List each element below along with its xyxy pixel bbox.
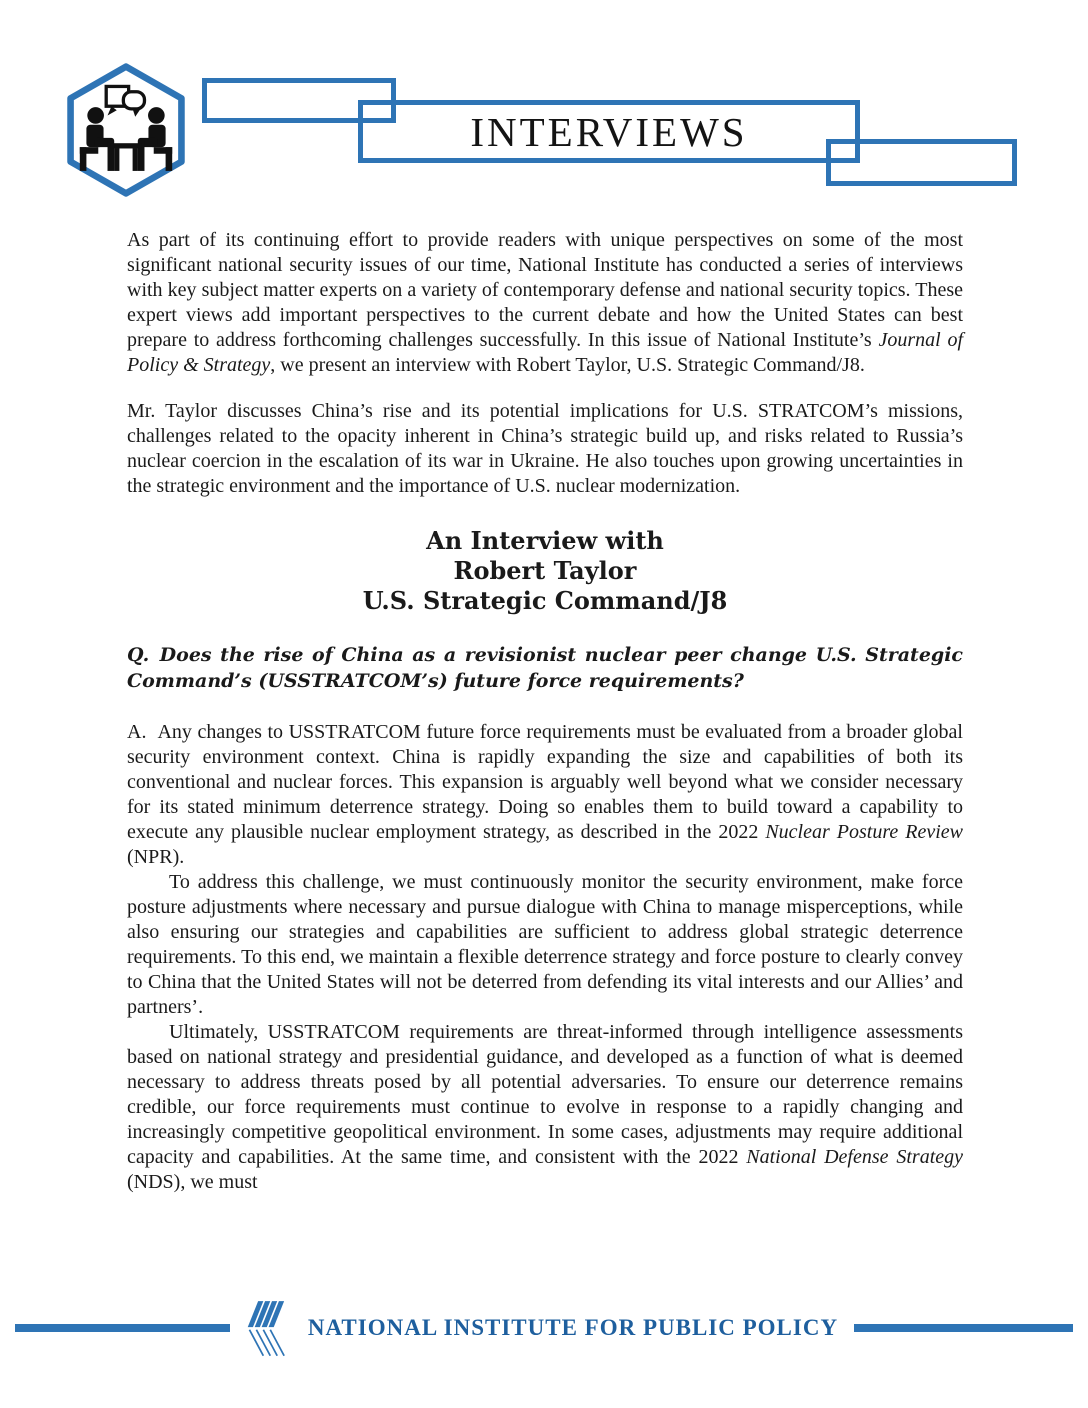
header-decoration-box-right <box>826 139 1017 186</box>
intro-p1-text-end: , we present an interview with Robert Taylor, U.S. Strategic Command/J8. <box>270 354 865 376</box>
question-paragraph <box>127 642 963 694</box>
heading-line-1: An Interview with <box>426 526 664 555</box>
footer-org-name: NATIONAL INSTITUTE FOR PUBLIC POLICY <box>307 1315 839 1340</box>
interview-discussion-icon <box>60 62 192 198</box>
answer-paragraph-1 <box>127 720 963 870</box>
heading-line-3: U.S. Strategic Command/J8 <box>362 586 728 615</box>
answer-label: A. <box>127 721 147 743</box>
answer-p1-text: Any changes to USSTRATCOM future force requirements must be evaluated from a broader global security environment context. China is rapidly expanding the size and capabilities of both its conventional and nuclear forces. This expansion is arguably well beyond what we consider necessary for its stated minimum deterrence strategy. Doing so enables them to build toward a capability to execute any plausible nuclear employment strategy, as described in the 2022 <box>127 721 963 843</box>
page-title: INTERVIEWS <box>470 108 748 155</box>
footer-rule-right <box>854 1324 1073 1332</box>
answer-p3-text-end: (NDS), we must <box>127 1171 258 1193</box>
answer-p1-text-end: (NPR). <box>127 846 185 868</box>
heading-line-2: Robert Taylor <box>453 556 637 585</box>
intro-paragraph-1 <box>127 228 963 378</box>
answer-paragraph-3 <box>127 1020 963 1195</box>
answer-p3-text: Ultimately, USSTRATCOM requirements are threat-informed through intelligence assessments based on national strategy and presidential guidance, and developed as a function of what is deemed necessary to address threats posed by all potential adversaries. To ensure our deterrence remains credible, our force requirements must continue to evolve in response to a rapidly changing and increasingly competitive geopolitical environment. In some cases, adjustments may require additional capacity and capabilities. At the same time, and consistent with the 2022 <box>127 1021 963 1168</box>
intro-paragraph-2: Mr. Taylor discusses China’s rise and its potential implications for U.S. STRATCOM’s missions, challenges related to the opacity inherent in China’s strategic build up, and risks related to Russia’s nuclear coercion in the escalation of its war in Ukraine. He also touches upon growing uncertainties in the strategic environment and the importance of U.S. nuclear modernization. <box>127 400 963 497</box>
nds-title-italic: National Defense Strategy <box>746 1146 964 1168</box>
journal-title-italic: Journal of Policy & Strategy <box>127 329 963 376</box>
nipp-logo-icon <box>246 1294 298 1362</box>
footer-rule-left <box>15 1324 230 1332</box>
interview-heading <box>127 526 963 616</box>
article-body <box>127 228 963 1195</box>
question-text: Does the rise of China as a revisionist nuclear peer change U.S. Strategic Command’s (USSTRATCOM’s) future force requirements? <box>127 644 963 692</box>
answer-paragraph-2: To address this challenge, we must continuously monitor the security environment, make force posture adjustments where necessary and pursue dialogue with China to manage misperceptions, while also ensuring our strategies and capabilities are sufficient to address global strategic deterrence requirements. To this end, we maintain a flexible deterrence strategy and force posture to clearly convey to China that the United States will not be deterred from defending its vital interests and our Allies’ and partners’. <box>127 871 963 1018</box>
intro-p1-text: As part of its continuing effort to provide readers with unique perspectives on some of the most significant national security issues of our time, National Institute has conducted a series of interviews with key subject matter experts on a variety of contemporary defense and national security topics. These expert views add important perspectives to the current debate and how the United States can best prepare to address forthcoming challenges successfully. In this issue of National Institute’s <box>127 229 963 351</box>
page-footer <box>0 1290 1088 1366</box>
question-label: Q. <box>127 644 150 666</box>
npr-title-italic: Nuclear Posture Review <box>765 821 963 843</box>
interviews-title-box <box>358 100 860 163</box>
